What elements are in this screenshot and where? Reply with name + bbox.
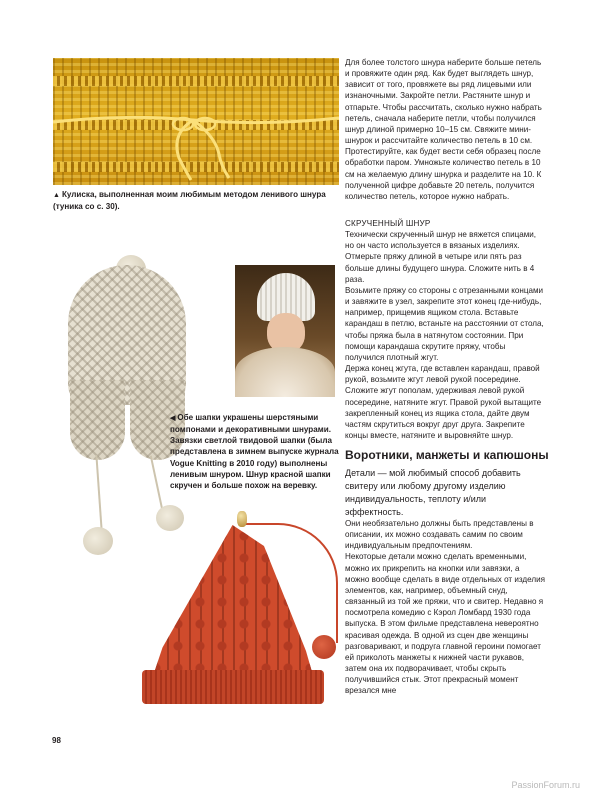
triangle-up-icon: ▲ (53, 192, 60, 199)
cord-photo-caption (53, 189, 335, 212)
hat-brim (142, 670, 324, 704)
paragraph: Держа конец жгута, где вставлен карандаш, правой рукой, возьмите жгут левой рукой посередине. Сложите жгут пополам, удерживая левой рукой посередине, натяните жгут. Правой рукой вытащите закрепленный конец из ящика стола, дайте двум частям скрутиться вокруг друг друга. Закрепите концы вместе, натяните и выровняйте шнур. (345, 364, 542, 440)
woman-in-knit-hat-photo (235, 265, 335, 397)
paragraph: Для более толстого шнура наберите больше петель и провяжите один ряд. Как будет выглядеть шнур, зависит от того, провяжете вы ряд лицевыми или изнаночными. Закройте петли. Растяните шнур и отпарьте. Чтобы рассчитать, сколько нужно набрать петель, сначала наберите петли, чтобы получился шнур длиной примерно 10–15 см. Свяжите мини-шнурок и рассчитайте количество петель в 10 см. Протестируйте, как будет вести себя образец после обработки паром. Умножьте количество петель в 10 см на желаемую длину шнурка и разделите на 10. К полученной цифре добавьте 20 петель, получится количество петель, которое нужно набрать. (345, 58, 542, 201)
knitted-cord-drawstring-photo (53, 58, 339, 185)
page-number: 98 (52, 736, 61, 745)
drawstring-bow (53, 58, 339, 185)
left-earflap (70, 380, 125, 460)
twisted-cord-section (345, 218, 545, 441)
triangle-left-icon: ◀ (170, 415, 176, 422)
lead-paragraph: Детали — мой любимый способ добавить свитеру или любому другому изделию индивидуальность, теплоту и/или эффектность. (345, 468, 521, 517)
hats-photo-caption (170, 412, 340, 491)
paragraph: Они необязательно должны быть представлены в описании, их можно создавать самим по своим индивидуальным предпочтениям. (345, 519, 534, 551)
paragraph: Некоторые детали можно сделать временными, можно их прикрепить на кнопки или завязки, а можно вообще сделать в виде отдельных от изделия элементов, как, например, объемный снуд, связанный из той же пряжи, что и свитер. Недавно я посмотрела комедию с Кэрол Ломбард 1930 года выпуска. В этом фильме представлена невероятно красивая одежда. В одной из сцен две женщины разговаривают, и подруга главной героини помогает ей приколоть манжеты к нижней части рукавов, затем она их подворачивает, чтобы скрыть получившийся стык. Этот прекрасный момент врезался мне (345, 552, 545, 696)
collars-body (345, 518, 545, 697)
section-subheading: СКРУЧЕННЫЙ ШНУР (345, 219, 431, 228)
top-bead (237, 511, 247, 527)
cord-instructions (345, 57, 545, 202)
tie-cord (95, 455, 102, 530)
paragraph: Технически скрученный шнур не вяжется спицами, но он часто используется в вязаных изделиях. Отмерьте пряжу длиной в четыре или пять раз больше длины будущего шнура. Сложите нить в 4 раза. (345, 230, 537, 284)
tie-pompom (83, 527, 113, 555)
fur-collar (235, 347, 335, 397)
red-pointed-hat-photo (130, 505, 345, 705)
caption-text: Обе шапки украшены шерстяными помпонами и декоративными шнурами. Завязки светлой твидовой шапки (была представлена в зимнем выпуске журнала Vogue Knitting в 2010 году) выполнены ленивым шнуром. Шнур красной шапки скручен и больше похож на веревку. (170, 413, 339, 490)
cord-pompom (312, 635, 336, 659)
section-title: Воротники, манжеты и капюшоны (345, 448, 549, 462)
caption-text: Кулиска, выполненная моим любимым методом ленивого шнура (туника со с. 30). (53, 190, 326, 212)
watermark: PassionForum.ru (511, 780, 580, 790)
paragraph: Возьмите пряжу со стороны с отрезанными концами и завяжите в узел, закрепите этот конец где-нибудь, например, прищемив ящиком стола. Вставьте карандаш в петлю, встаньте на расстоянии от стола, чтобы пряжа была в натянутом состоянии. При помощи карандаша скрутите пряжу, чтобы получился плотный жгут. (345, 285, 544, 362)
